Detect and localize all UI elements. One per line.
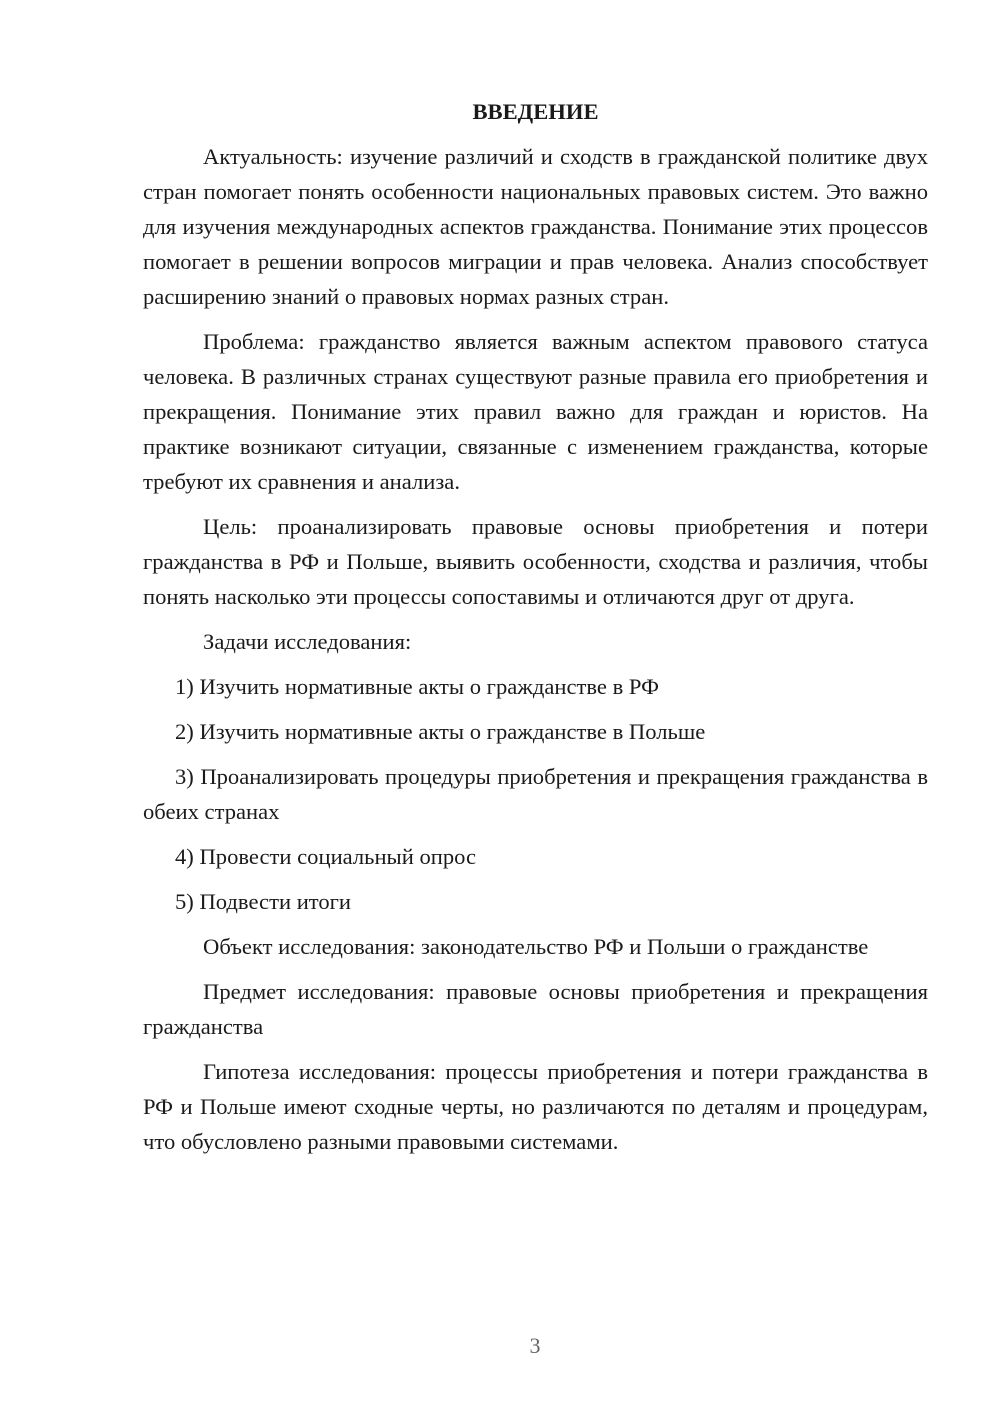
paragraph-hypothesis: Гипотеза исследования: процессы приобретения и потери гражданства в РФ и Польше имеют сходные черты, но различаются по деталям и процедурам, что обусловлено разными правовыми системами. bbox=[143, 1059, 928, 1154]
paragraph-problem: Проблема: гражданство является важным аспектом правового статуса человека. В различных странах существуют разные правила его приобретения и прекращения. Понимание этих правил важно для граждан и юристов. На практике возникают ситуации, связанные с изменением гражданства, которые требуют их сравнения и анализа. bbox=[143, 329, 928, 494]
paragraph-relevance: Актуальность: изучение различий и сходств в гражданской политике двух стран помогает понять особенности национальных правовых систем. Это важно для изучения международных аспектов гражданства. Понимание этих процессов помогает в решении вопросов миграции и прав человека. Анализ способствует расширению знаний о правовых нормах разных стран. bbox=[143, 144, 928, 309]
paragraph-tasks-heading: Задачи исследования: bbox=[203, 629, 412, 654]
paragraph-goal: Цель: проанализировать правовые основы приобретения и потери гражданства в РФ и Польше, выявить особенности, сходства и различия, чтобы понять насколько эти процессы сопоставимы и отличаются друг от друга. bbox=[143, 514, 928, 609]
task-item-4: 4) Провести социальный опрос bbox=[175, 844, 477, 869]
task-item-2: 2) Изучить нормативные акты о гражданстве в Польше bbox=[175, 719, 706, 744]
document-page bbox=[143, 94, 928, 1169]
page-number: 3 bbox=[529, 1333, 541, 1358]
task-item-1: 1) Изучить нормативные акты о гражданстве в РФ bbox=[175, 674, 659, 699]
task-item-5: 5) Подвести итоги bbox=[175, 889, 352, 914]
paragraph-subject: Предмет исследования: правовые основы приобретения и прекращения гражданства bbox=[143, 979, 928, 1039]
task-item-3: 3) Проанализировать процедуры приобретения и прекращения гражданства в обеих странах bbox=[143, 764, 928, 824]
paragraph-object: Объект исследования: законодательство РФ и Польши о гражданстве bbox=[203, 934, 869, 959]
section-title: ВВЕДЕНИЕ bbox=[472, 99, 599, 124]
